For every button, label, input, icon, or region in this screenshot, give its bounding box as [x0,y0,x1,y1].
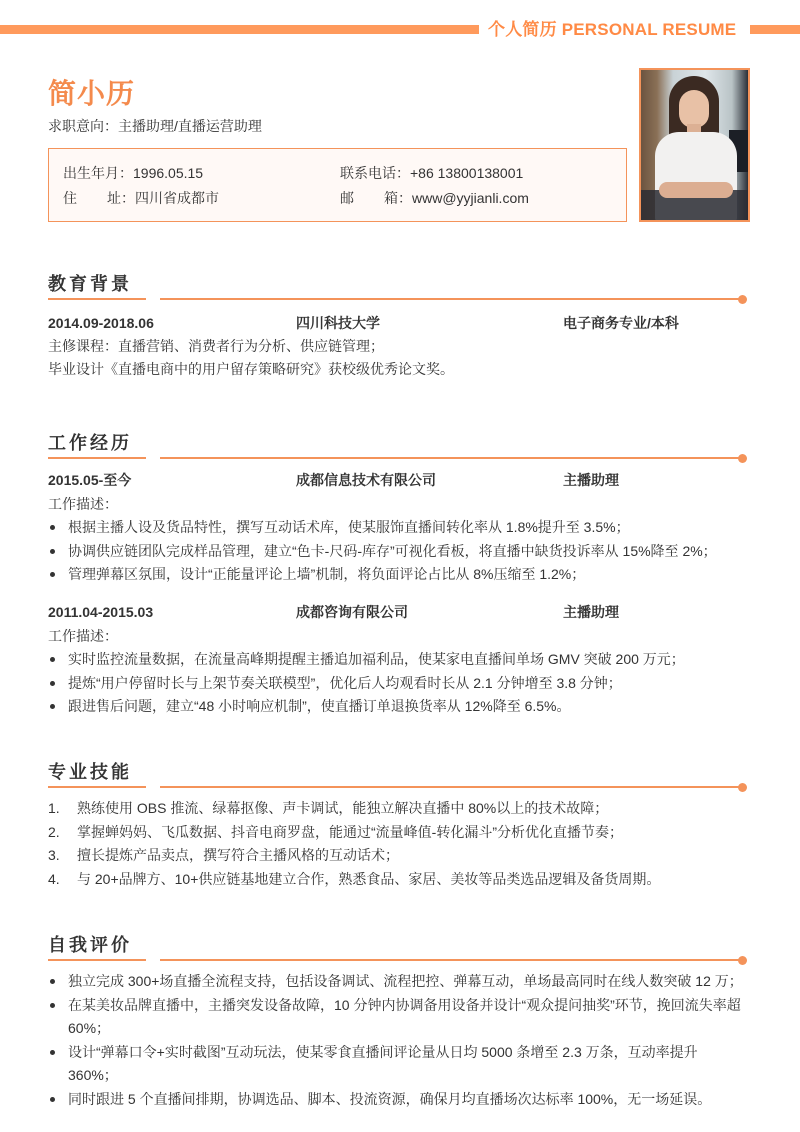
list-item: 在某美妆品牌直播中，主播突发设备故障，10 分钟内协调备用设备并设计“观众提问抽奖”环节，挽回流失率超 60%； [48,994,748,1041]
section-title-work: 工作经历 [48,433,132,453]
section-divider [160,298,742,300]
section-divider-dot [738,956,747,965]
banner-bar-left [0,25,479,34]
job-role: 主播助理 [563,472,619,488]
banner-title: 个人简历 PERSONAL RESUME [488,20,737,39]
section-divider-dot [738,783,747,792]
email-value[interactable]: www@yyjianli.com [412,190,529,206]
education-major: 电子商务专业/本科 [563,315,679,331]
birth-info [63,163,203,183]
email-info [340,188,529,208]
education-school: 四川科技大学 [296,315,380,331]
education-row [48,313,748,333]
birth-value: 1996.05.15 [133,165,204,181]
personal-info-box [48,148,627,222]
job-period: 2015.05-至今 [48,472,132,488]
list-item: 协调供应链团队完成样品管理，建立“色卡-尺码-库存”可视化看板，将直播中缺货投诉率从 15%降至 2%； [48,540,748,564]
job-bullets [48,516,748,587]
job-period: 2011.04-2015.03 [48,604,154,620]
skills-list [48,797,748,891]
banner-bar-right [750,25,800,34]
section-title-self-eval: 自我评价 [48,935,132,955]
section-underline [48,786,146,788]
job-company: 成都信息技术有限公司 [296,472,436,488]
list-item: 同时跟进 5 个直播间排期，协调选品、脚本、投流资源，确保月均直播场次达标率 100%，无一场延误。 [48,1088,748,1112]
self-eval-list [48,970,748,1111]
job-role: 主播助理 [563,604,619,620]
section-underline [48,959,146,961]
list-item: 3. 擅长提炼产品卖点，撰写符合主播风格的互动话术； [48,847,399,863]
job-company: 成都咨询有限公司 [296,604,408,620]
list-item: 提炼“用户停留时长与上架节奏关联模型”，优化后人均观看时长从 2.1 分钟增至 3.8 分钟； [48,672,748,696]
list-item: 4. 与 20+品牌方、10+供应链基地建立合作，熟悉食品、家居、美妆等品类选品逻辑及备货周期。 [48,870,661,887]
education-courses: 主修课程：直播营销、消费者行为分析、供应链管理； [48,338,384,354]
phone-label: 联系电话： [340,165,410,181]
list-item: 管理弹幕区氛围，设计“正能量评论上墙”机制，将负面评论占比从 8%压缩至 1.2%； [48,563,748,587]
section-divider [160,959,742,961]
job-desc-label: 工作描述： [48,496,118,512]
section-divider [160,786,742,788]
address-label-b: 址： [107,190,135,206]
list-item: 设计“弹幕口令+实时截图”互动玩法，使某零食直播间评论量从日均 5000 条增至 2.3 万条，互动率提升 360%； [48,1041,748,1088]
candidate-name: 简小历 [48,78,136,109]
birth-label: 出生年月： [63,165,133,181]
email-label-b: 箱： [384,190,412,206]
address-info [63,188,219,208]
section-divider-dot [738,454,747,463]
section-underline [48,457,146,459]
list-item: 2. 掌握蝉妈妈、飞瓜数据、抖音电商罗盘，能通过“流量峰值-转化漏斗”分析优化直播节奏； [48,823,623,840]
address-value: 四川省成都市 [135,190,219,206]
section-title-education: 教育背景 [48,274,132,294]
list-item: 独立完成 300+场直播全流程支持，包括设备调试、流程把控、弹幕互动，单场最高同时在线人数突破 12 万； [48,970,748,994]
list-item: 根据主播人设及货品特性，撰写互动话术库，使某服饰直播间转化率从 1.8%提升至 3.5%； [48,516,748,540]
list-item: 实时监控流量数据，在流量高峰期提醒主播追加福利品，使某家电直播间单场 GMV 突破 200 万元； [48,648,748,672]
list-item: 跟进售后问题，建立“48 小时响应机制”，使直播订单退换货率从 12%降至 6.5%。 [48,695,748,719]
section-title-skills: 专业技能 [48,762,132,782]
job-row-1 [48,470,748,490]
job-bullets [48,648,748,719]
section-divider [160,457,742,459]
education-thesis: 毕业设计《直播电商中的用户留存策略研究》获校级优秀论文奖。 [48,361,454,377]
job-desc-label: 工作描述： [48,628,118,644]
profile-photo [639,68,750,222]
education-period: 2014.09-2018.06 [48,315,154,331]
phone-info [340,163,523,183]
section-underline [48,298,146,300]
phone-value: +86 13800138001 [410,165,524,181]
job-row-2 [48,602,748,622]
address-label-a: 住 [63,190,77,206]
section-divider-dot [738,295,747,304]
email-label-a: 邮 [340,190,354,206]
job-intent: 求职意向：主播助理/直播运营助理 [48,118,262,134]
list-item: 1. 熟练使用 OBS 推流、绿幕抠像、声卡调试，能独立解决直播中 80%以上的技术故障； [48,800,609,816]
